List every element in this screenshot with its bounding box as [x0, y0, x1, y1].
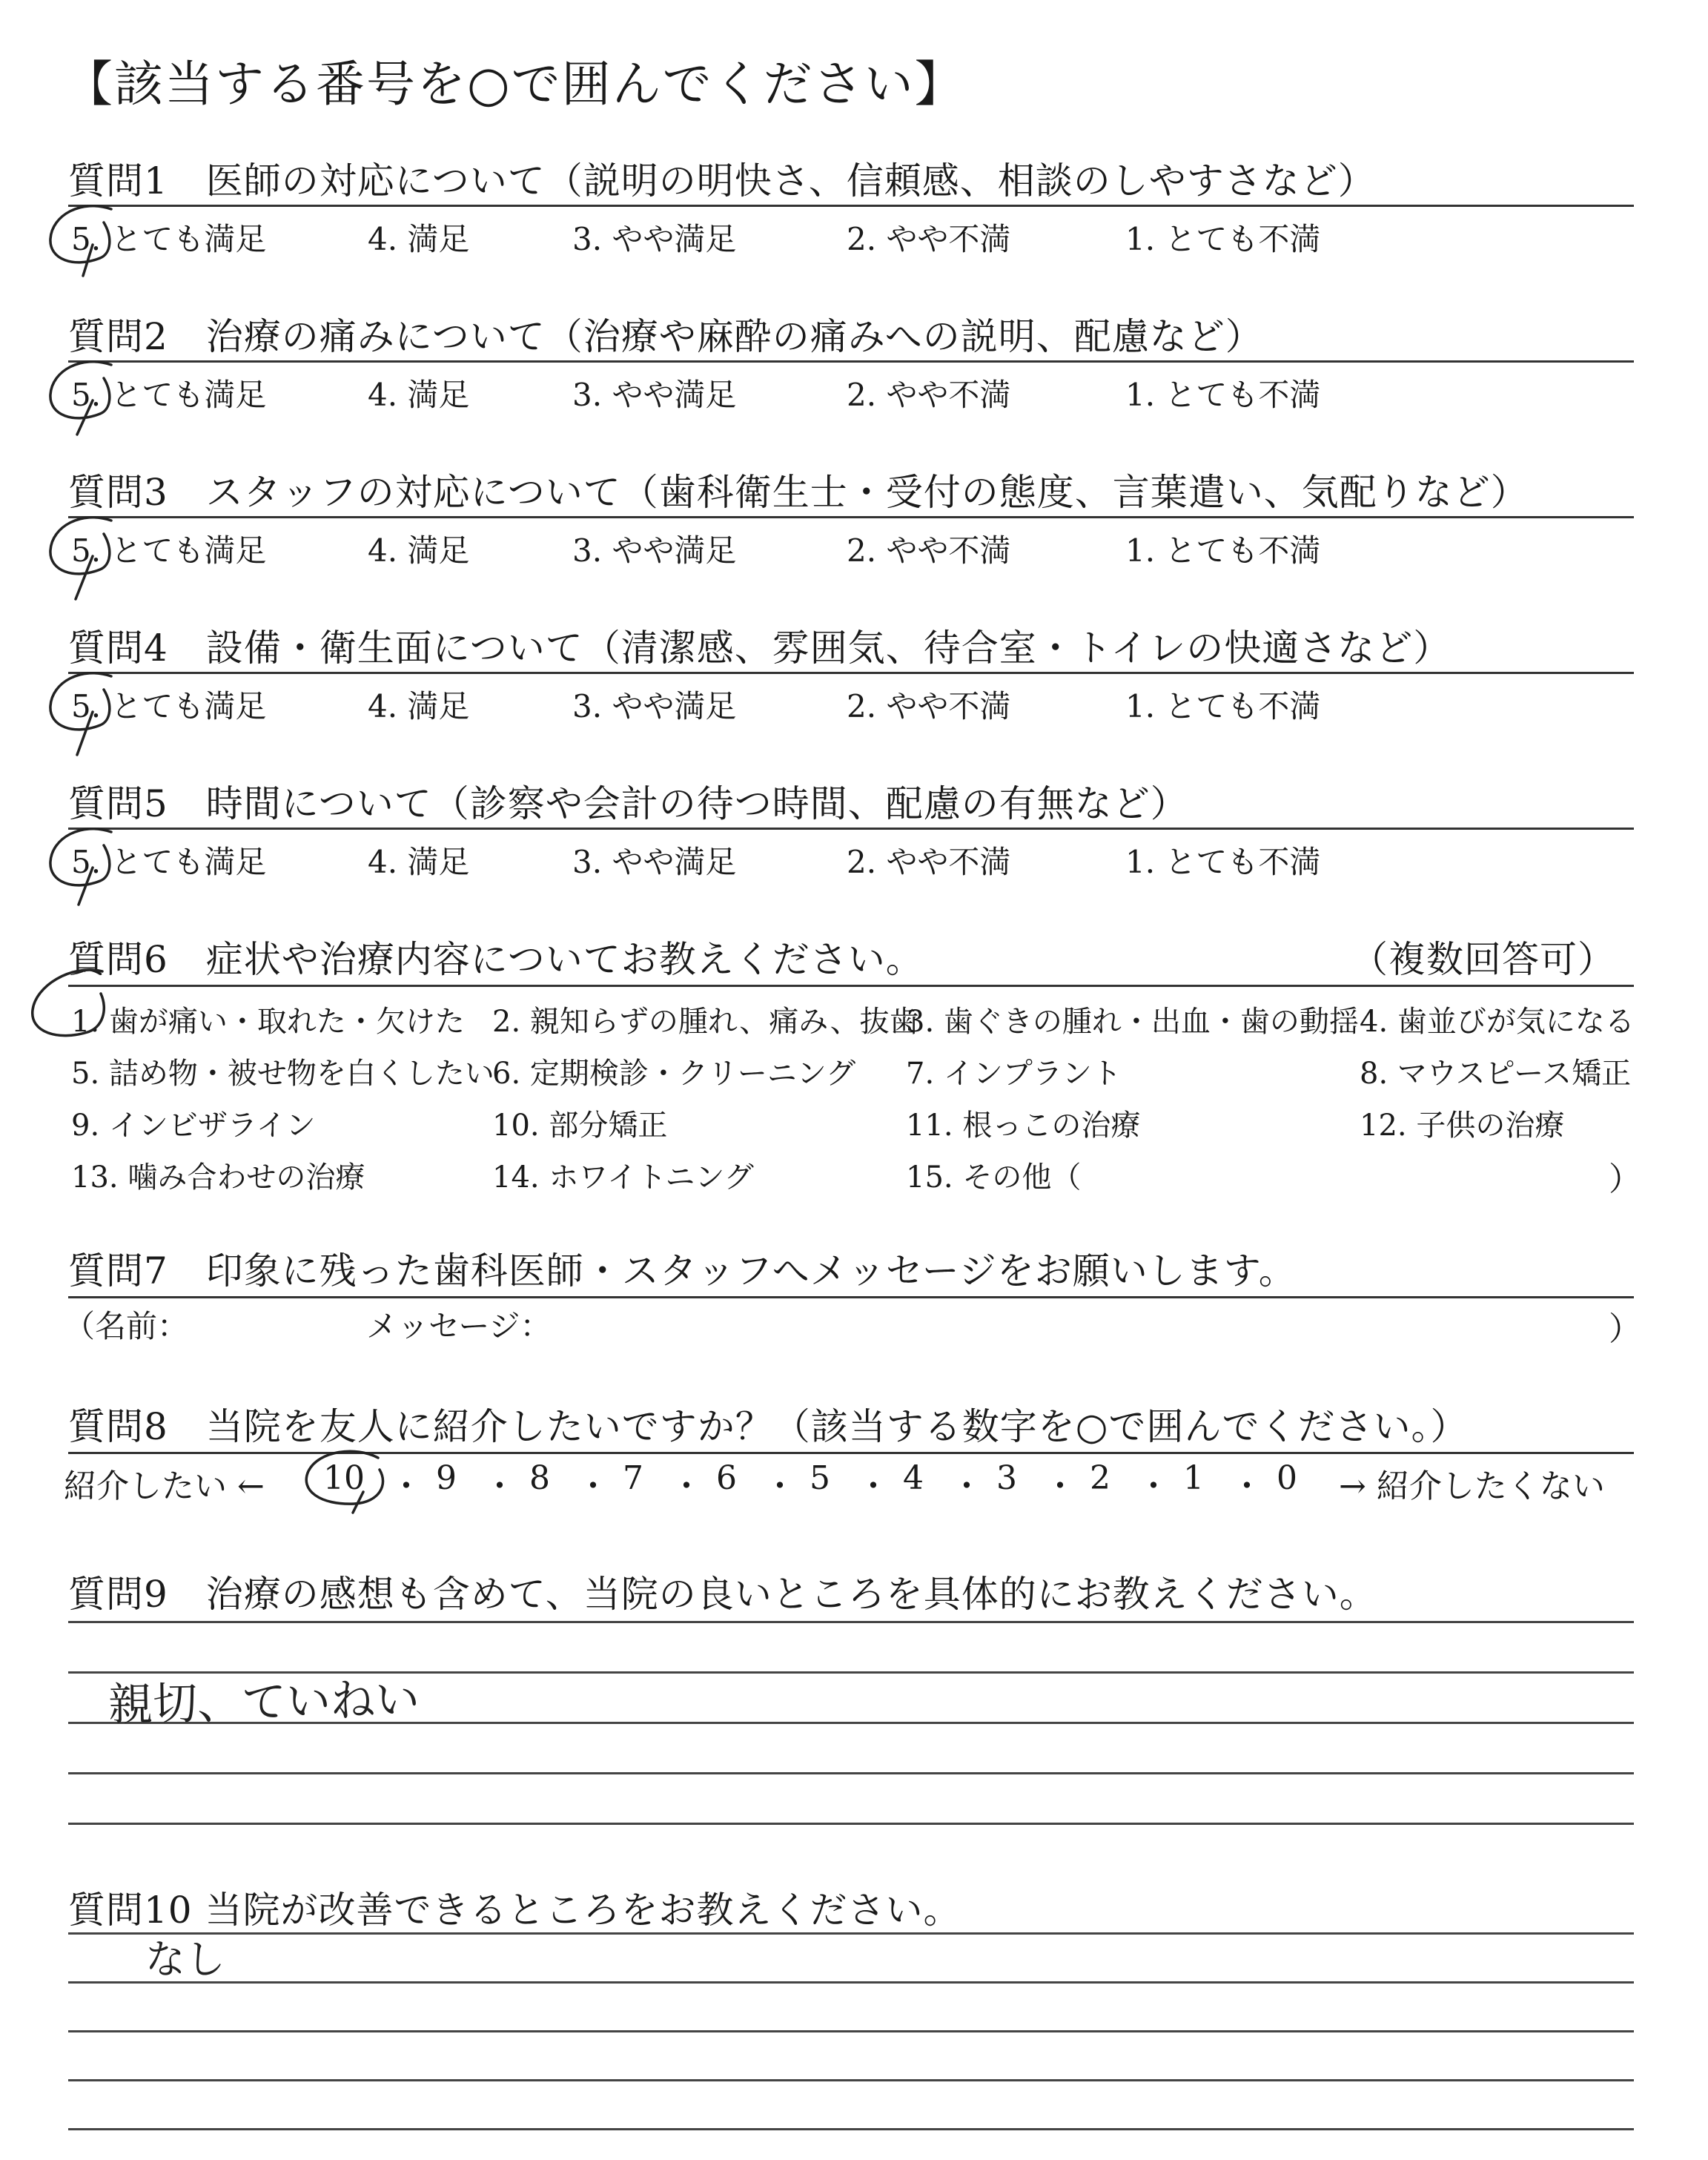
- question-8-rule: [68, 1452, 1634, 1454]
- q7-name-label: （名前：: [64, 1308, 189, 1344]
- q9-answer-line: [68, 1621, 1634, 1623]
- q6-option-13[interactable]: 13. 噛み合わせの治療: [71, 1160, 365, 1195]
- q1-option-1[interactable]: 1. とても不満: [1125, 221, 1321, 257]
- q8-right-label: → 紹介したくない: [1339, 1467, 1605, 1505]
- q6-option-8[interactable]: 8. マウスピース矯正: [1360, 1057, 1632, 1091]
- question-8-title: 質問8 当院を友人に紹介したいですか？（該当する数字を○で囲んでください。）: [68, 1405, 1469, 1448]
- q3-option-1[interactable]: 1. とても不満: [1125, 532, 1321, 569]
- question-4-title: 質問4 設備・衛生面について（清潔感、雰囲気、待合室・トイレの快適さなど）: [68, 627, 1452, 670]
- q3-option-3[interactable]: 3. やや満足: [572, 532, 737, 569]
- q8-separator: ・: [390, 1467, 423, 1505]
- q3-option-4[interactable]: 4. 満足: [368, 532, 470, 569]
- q8-scale-1[interactable]: 1: [1183, 1459, 1204, 1497]
- q4-option-4[interactable]: 4. 満足: [368, 688, 470, 724]
- q1-option-2[interactable]: 2. やや不満: [847, 221, 1011, 257]
- q2-option-1[interactable]: 1. とても不満: [1125, 377, 1321, 413]
- q6-option-9[interactable]: 9. インビザライン: [71, 1109, 316, 1143]
- q10-answer-line: [68, 1932, 1634, 1935]
- q10-answer-line: [68, 2030, 1634, 2032]
- q6-option-12[interactable]: 12. 子供の治療: [1360, 1109, 1565, 1143]
- q8-scale-4[interactable]: 4: [903, 1459, 924, 1497]
- q4-option-3[interactable]: 3. やや満足: [572, 688, 737, 724]
- instruction-header: 【該当する番号を○で囲んでください】: [64, 56, 965, 113]
- q10-answer-line: [68, 2128, 1634, 2130]
- q8-scale-5[interactable]: 5: [810, 1459, 830, 1497]
- q5-option-4[interactable]: 4. 満足: [368, 844, 470, 880]
- q6-option-11[interactable]: 11. 根っこの治療: [906, 1109, 1141, 1143]
- q3-option-5[interactable]: 5. とても満足: [71, 532, 267, 569]
- q4-option-2[interactable]: 2. やや不満: [847, 688, 1011, 724]
- q10-answer-line: [68, 2079, 1634, 2081]
- q8-scale-3[interactable]: 3: [996, 1459, 1017, 1497]
- q9-handwritten-answer[interactable]: 親切、ていねい: [107, 1674, 420, 1731]
- q8-scale-8[interactable]: 8: [529, 1459, 550, 1497]
- q8-separator: ・: [670, 1467, 703, 1505]
- question-7-title: 質問7 印象に残った歯科医師・スタッフへメッセージをお願いします。: [68, 1249, 1297, 1292]
- question-3-title: 質問3 スタッフの対応について（歯科衛生士・受付の態度、言葉遣い、気配りなど）: [68, 471, 1529, 514]
- q2-option-4[interactable]: 4. 満足: [368, 377, 470, 413]
- q8-separator: ・: [1137, 1467, 1170, 1505]
- q7-message-label: メッセージ：: [366, 1308, 552, 1344]
- question-4-rule: [68, 672, 1634, 674]
- question-3-rule: [68, 516, 1634, 518]
- q8-scale-7[interactable]: 7: [623, 1459, 643, 1497]
- q6-option-10[interactable]: 10. 部分矯正: [492, 1109, 668, 1143]
- q6-option-1[interactable]: 1. 歯が痛い・取れた・欠けた: [71, 1005, 465, 1039]
- q6-option-5[interactable]: 5. 詰め物・被せ物を白くしたい: [71, 1057, 494, 1091]
- question-7-rule: [68, 1296, 1634, 1298]
- q1-option-5[interactable]: 5. とても満足: [71, 221, 267, 257]
- q8-scale-6[interactable]: 6: [716, 1459, 737, 1497]
- question-1-rule: [68, 205, 1634, 207]
- q2-option-2[interactable]: 2. やや不満: [847, 377, 1011, 413]
- question-1-title: 質問1 医師の対応について（説明の明快さ、信頼感、相談のしやすさなど）: [68, 159, 1376, 202]
- question-6-note: （複数回答可）: [1351, 938, 1615, 981]
- q2-option-3[interactable]: 3. やや満足: [572, 377, 737, 413]
- q6-option-14[interactable]: 14. ホワイトニング: [492, 1160, 754, 1195]
- q8-separator: ・: [857, 1467, 890, 1505]
- question-9-title: 質問9 治療の感想も含めて、当院の良いところを具体的にお教えください。: [68, 1573, 1377, 1616]
- q4-option-5[interactable]: 5. とても満足: [71, 688, 267, 724]
- q8-left-label: 紹介したい ←: [64, 1467, 265, 1505]
- q6-option-15[interactable]: 15. その他（: [906, 1160, 1082, 1195]
- q5-option-3[interactable]: 3. やや満足: [572, 844, 737, 880]
- question-5-rule: [68, 828, 1634, 830]
- q8-separator: ・: [1231, 1467, 1263, 1505]
- q8-scale-9[interactable]: 9: [436, 1459, 457, 1497]
- q5-option-2[interactable]: 2. やや不満: [847, 844, 1011, 880]
- question-5-title: 質問5 時間について（診察や会計の待つ時間、配慮の有無など）: [68, 782, 1188, 825]
- q8-separator: ・: [577, 1467, 609, 1505]
- q8-separator: ・: [764, 1467, 796, 1505]
- q6-option-3[interactable]: 3. 歯ぐきの腫れ・出血・歯の動揺: [906, 1005, 1359, 1039]
- q6-option-2[interactable]: 2. 親知らずの腫れ、痛み、抜歯: [492, 1005, 919, 1039]
- q10-answer-line: [68, 1981, 1634, 1984]
- q1-option-4[interactable]: 4. 満足: [368, 221, 470, 257]
- q6-option-7[interactable]: 7. インプラント: [906, 1057, 1122, 1091]
- q10-handwritten-answer[interactable]: なし: [145, 1936, 225, 1983]
- q2-option-5[interactable]: 5. とても満足: [71, 377, 267, 413]
- q8-separator: ・: [1044, 1467, 1076, 1505]
- q5-option-5[interactable]: 5. とても満足: [71, 844, 267, 880]
- q6-option-4[interactable]: 4. 歯並びが気になる: [1360, 1005, 1635, 1039]
- q5-option-1[interactable]: 1. とても不満: [1125, 844, 1321, 880]
- q8-scale-2[interactable]: 2: [1090, 1459, 1110, 1497]
- q8-separator: ・: [950, 1467, 983, 1505]
- question-6-title: 質問6 症状や治療内容についてお教えください。: [68, 938, 924, 981]
- question-10-title: 質問10 当院が改善できるところをお教えください。: [68, 1889, 961, 1932]
- q9-answer-line: [68, 1772, 1634, 1774]
- q8-separator: ・: [483, 1467, 516, 1505]
- question-6-rule: [68, 985, 1634, 987]
- q6-option-6[interactable]: 6. 定期検診・クリーニング: [492, 1057, 856, 1091]
- question-2-rule: [68, 360, 1634, 363]
- q4-option-1[interactable]: 1. とても不満: [1125, 688, 1321, 724]
- q9-answer-line: [68, 1823, 1634, 1825]
- q6-other-close-paren: ）: [1609, 1160, 1641, 1198]
- q8-scale-10[interactable]: 10: [323, 1459, 365, 1497]
- question-2-title: 質問2 治療の痛みについて（治療や麻酔の痛みへの説明、配慮など）: [68, 315, 1263, 358]
- q8-scale-0[interactable]: 0: [1277, 1459, 1297, 1497]
- q1-option-3[interactable]: 3. やや満足: [572, 221, 737, 257]
- q7-close-paren: ）: [1609, 1310, 1641, 1348]
- q3-option-2[interactable]: 2. やや不満: [847, 532, 1011, 569]
